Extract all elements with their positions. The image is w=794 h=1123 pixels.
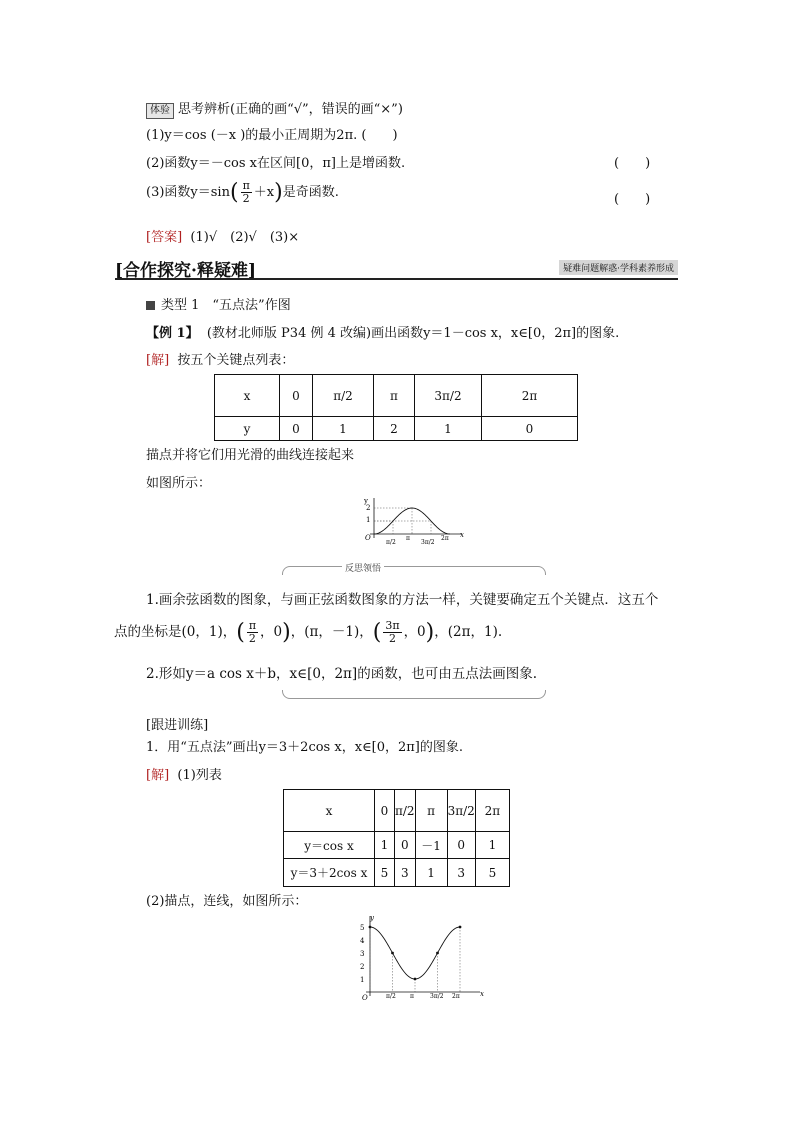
reflection-p1a: 1.画余弦函数的图象，与画正弦函数图象的方法一样，关键要确定五个关键点．这五个 [146, 592, 659, 608]
graph2-x-tick: π [410, 993, 414, 1000]
reflection-label: 反思领悟 [342, 561, 384, 574]
experience-title: 思考辨析(正确的画“√”，错误的画“×”) [178, 102, 403, 117]
table-row: y 0 1 2 1 0 [215, 417, 578, 441]
data-point [436, 952, 439, 955]
series-line [370, 927, 460, 979]
example1: 【例 1】 (教材北师版 P34 例 4 改编)画出函数y＝1－cos x，x∈[0，2π]的图象. [146, 326, 620, 341]
experience-item-2: (2)函数y＝－cos x在区间[0，π]上是增函数. [146, 156, 406, 171]
graph2-x-tick: 2π [452, 993, 460, 1000]
data-point [369, 926, 372, 929]
triangle-marker-icon [146, 301, 155, 310]
graph2-y-tick: 1 [360, 976, 365, 984]
experience-item-3-bracket: ( ) [614, 192, 651, 207]
follow-label: [跟进训练] [146, 718, 209, 733]
solution1: [解] 按五个关键点列表： [146, 353, 295, 368]
graph1-x-tick: 2π [441, 535, 449, 542]
key-points-table [214, 374, 578, 441]
experience-heading [146, 98, 403, 119]
table-row: x 0 π/2 π 3π/2 2π [215, 375, 578, 417]
section-bar [115, 256, 678, 280]
graph1-x-tick: π/2 [386, 539, 396, 546]
graph1-x-label: x [460, 531, 464, 539]
graph1-y-tick: 1 [366, 516, 371, 524]
reflection-bottom-border [282, 690, 546, 699]
graph2-x-tick: π/2 [386, 993, 396, 1000]
table-row: y＝3＋2cos x 5 3 1 3 5 [284, 859, 510, 887]
table-row: y＝cos x 1 0 －1 0 1 [284, 832, 510, 859]
reflection-top-border [282, 566, 546, 575]
section-tag: 疑难问题解惑·学科素养形成 [559, 260, 678, 275]
follow-question: 1．用“五点法”画出y＝3＋2cos x，x∈[0，2π]的图象. [146, 740, 464, 755]
experience-item-2-bracket: ( ) [614, 156, 651, 171]
reflection-p2: 2.形如y＝a cos x＋b，x∈[0，2π]的函数，也可由五点法画图象. [146, 666, 537, 682]
data-point [391, 952, 394, 955]
graph1-y-label: y [364, 497, 368, 505]
graph1-y-tick: 2 [366, 504, 371, 512]
follow-step2: (2)描点，连线，如图所示： [146, 894, 308, 909]
graph2-y-label: y [370, 914, 374, 922]
graph2-y-tick: 3 [360, 950, 365, 958]
graph2-plot [366, 916, 480, 996]
data-point [459, 926, 462, 929]
graph2-x-tick: 3π/2 [430, 993, 444, 1000]
graph2-y-tick: 4 [360, 937, 365, 945]
graph2 [340, 912, 490, 1022]
experience-item-1: (1)y＝cos (－x )的最小正周期为2π. ( ) [146, 128, 398, 143]
cos-table [283, 789, 510, 887]
experience-badge: 体验 [146, 103, 174, 119]
experience-answer: [答案] (1)√ (2)√ (3)× [146, 230, 300, 245]
reflection-p1b: 点的坐标是(0，1)，( $\frac{\pi}{2}$ ，0)，(π，－1)，( $\frac{3\pi}{2}$ ，0)，(2π，1). [114, 619, 503, 645]
fraction: $\frac{\pi}{2}$ [242, 179, 250, 205]
graph1-x-tick: 3π/2 [421, 539, 435, 546]
graph1-origin: O [365, 534, 371, 542]
section-title: [合作探究·释疑难] [115, 261, 257, 281]
after-table1-line1: 描点并将它们用光滑的曲线连接起来 [146, 448, 355, 463]
follow-solution: [解] (1)列表 [146, 768, 222, 783]
graph2-origin: O [362, 994, 368, 1002]
table-row: x 0 π/2 π 3π/2 2π [284, 790, 510, 832]
after-table1-line2: 如图所示： [146, 476, 212, 491]
graph1 [362, 494, 472, 554]
graph1-plot [370, 498, 462, 538]
type1-heading: 类型 1 “五点法”作图 [146, 294, 291, 313]
graph2-y-tick: 5 [360, 924, 365, 932]
graph2-x-label: x [480, 990, 484, 998]
data-point [414, 978, 417, 981]
graph2-y-tick: 2 [360, 963, 365, 971]
experience-item-3: (3)函数y＝sin( $\frac{\pi}{2}$ ＋x)是奇函数. [146, 179, 339, 205]
graph1-x-tick: π [406, 535, 410, 542]
